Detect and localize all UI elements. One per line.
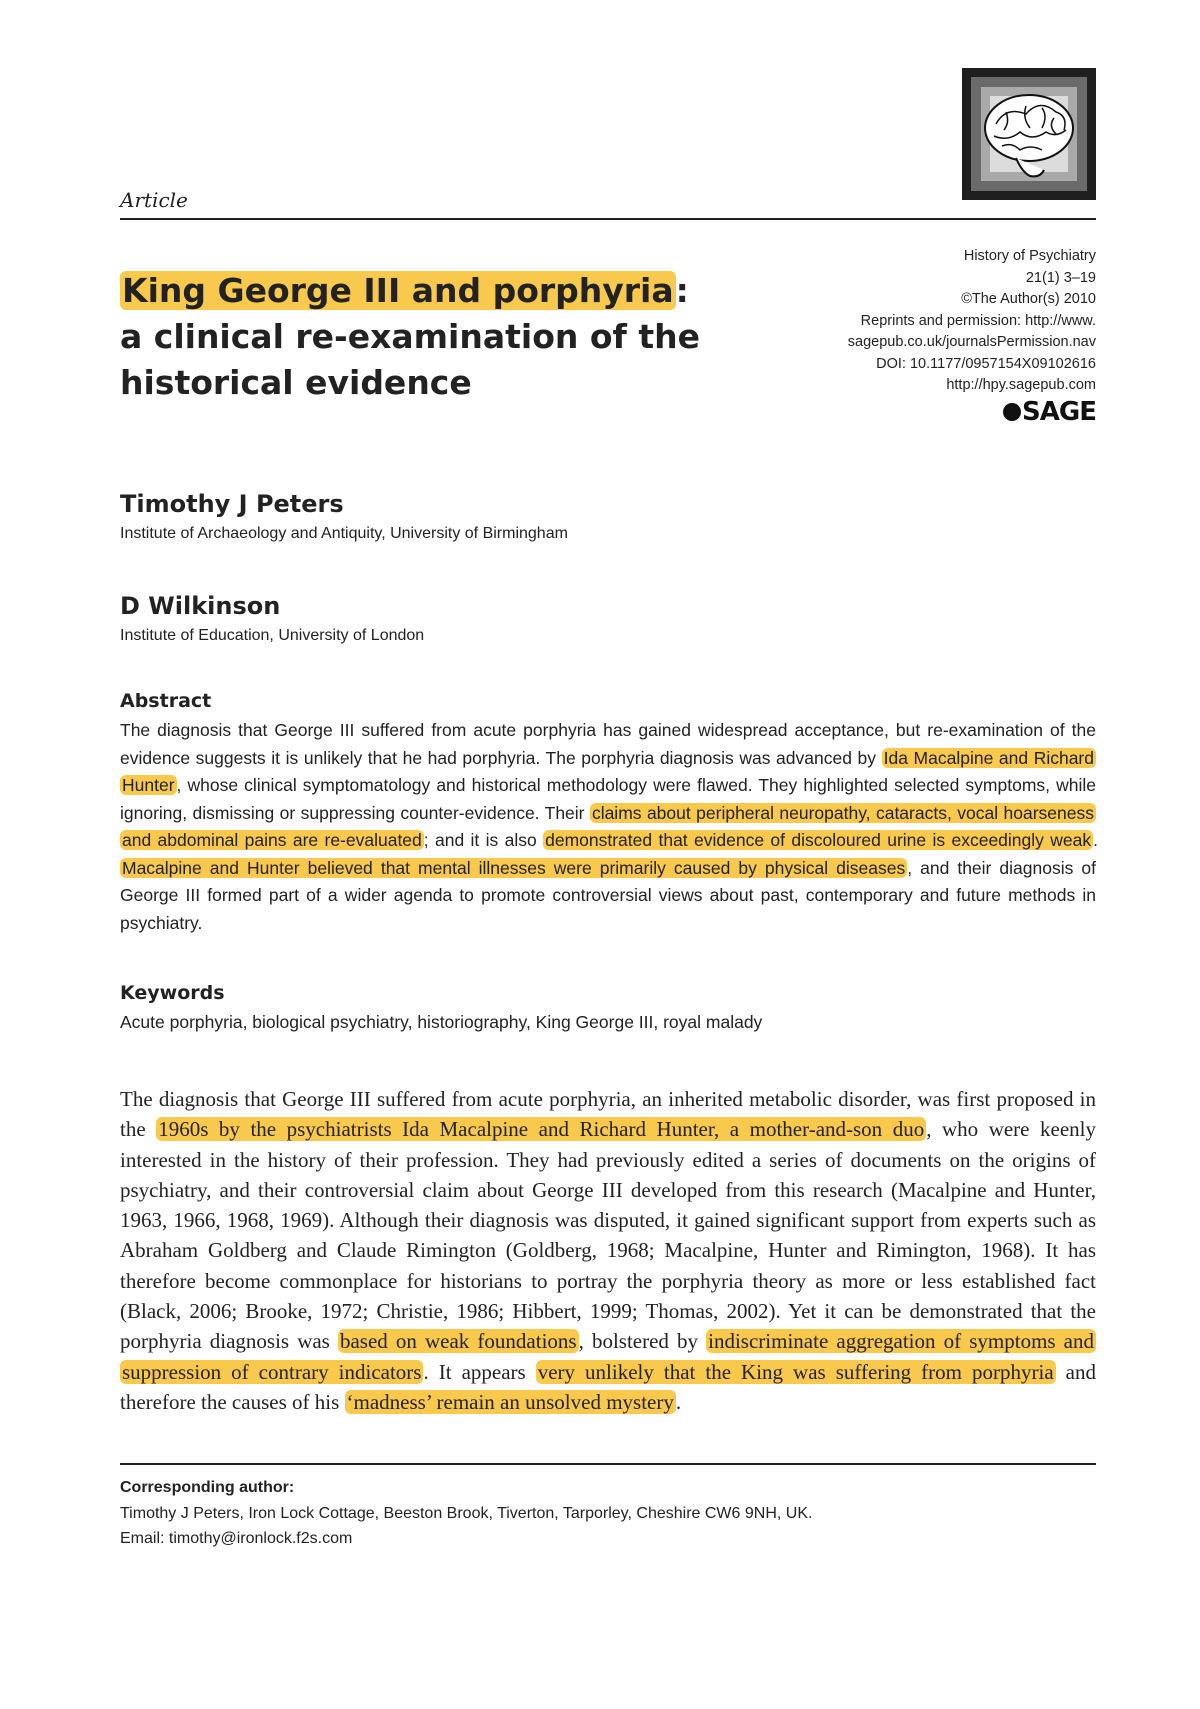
- journal-url[interactable]: http://hpy.sagepub.com: [946, 377, 1096, 393]
- body-highlight: based on weak foundations: [339, 1329, 577, 1354]
- publisher-name: SAGE: [1022, 397, 1096, 427]
- copyright: ©The Author(s) 2010: [961, 291, 1096, 307]
- volume-pages: 21(1) 3–19: [1025, 269, 1096, 286]
- header-rule: [120, 218, 1096, 220]
- keywords-list: Acute porphyria, biological psychiatry, historiography, King George III, royal malady: [120, 1012, 763, 1032]
- author-name-1: Timothy J Peters: [120, 490, 344, 518]
- author-name-2: D Wilkinson: [120, 592, 281, 620]
- abstract-highlight: Ida Macalpine and Richard Hunter: [122, 747, 1094, 795]
- article-type-label: Article: [120, 188, 188, 212]
- abstract-highlight: Macalpine and Hunter believed that mental illnesses were primarily caused by physical diseases: [122, 857, 906, 878]
- reprints-line-2[interactable]: sagepub.co.uk/journalsPermission.nav: [847, 334, 1096, 350]
- abstract-highlight: demonstrated that evidence of discoloured urine is exceedingly weak: [545, 830, 1092, 850]
- keywords-heading: Keywords: [120, 982, 225, 1004]
- corresponding-email[interactable]: Email: timothy@ironlock.f2s.com: [120, 1530, 353, 1547]
- corresponding-label: Corresponding author:: [120, 1479, 295, 1496]
- journal-logo: [962, 68, 1096, 200]
- reprints-line-1[interactable]: Reprints and permission: http://www.: [860, 312, 1096, 329]
- title-highlight: King George III and porphyria: [122, 271, 674, 310]
- body-paragraph: The diagnosis that George III suffered from acute porphyria, an inherited metabolic disorder, was first proposed in the 1960s by the psychiatrists Ida Macalpine and Richard Hunter, a mother-and-son duo, who were keenly interested in the history of their profession. They had previously edited a series of documents on the origins of psychiatry, and their controversial claim about George III developed from this research (Macalpine and Hunter, 1963, 1966, 1968, 1969). Although their diagnosis was disputed, it gained significant support from experts such as Abraham Goldberg and Claude Rimington (Goldberg, 1968; Macalpine, Hunter and Rimington, 1968). It has therefore become commonplace for historians to portray the porphyria theory as more or less established fact (Black, 2006; Brooke, 1972; Christie, 1986; Hibbert, 1999; Thomas, 2002). Yet it can be demonstrated that the porphyria diagnosis was based on weak foundations, bolstered by indiscriminate aggregation of symptoms and suppression of contrary indicators. It appears very unlikely that the King was suffering from porphyria and therefore the causes of his ‘madness’ remain an unsolved mystery.: [120, 1087, 1097, 1414]
- footer-rule: [120, 1463, 1096, 1465]
- title-rest: a clinical re-examination of the historical evidence: [120, 317, 701, 402]
- abstract-heading: Abstract: [120, 690, 212, 712]
- body-highlight: very unlikely that the King was suffering from porphyria: [537, 1359, 1054, 1384]
- abstract-highlight: claims about peripheral neuropathy, cataracts, vocal hoarseness and abdominal pains are re-evaluated: [122, 802, 1094, 850]
- body-highlight: 1960s by the psychiatrists Ida Macalpine and Richard Hunter, a mother-and-son duo: [158, 1117, 925, 1142]
- author-affiliation-2: Institute of Education, University of London: [120, 627, 425, 644]
- title-colon: :: [675, 271, 689, 310]
- author-affiliation-1: Institute of Archaeology and Antiquity, University of Birmingham: [120, 525, 568, 542]
- doi: DOI: 10.1177/0957154X09102616: [876, 355, 1096, 372]
- corresponding-author: [120, 1475, 812, 1552]
- journal-name: History of Psychiatry: [963, 248, 1096, 264]
- body-highlight: indiscriminate aggregation of symptoms and suppression of contrary indicators: [122, 1329, 1094, 1384]
- abstract-body: The diagnosis that George III suffered from acute porphyria has gained widespread acceptance, but re-examination of the evidence suggests it is unlikely that he had porphyria. The porphyria diagnosis was advanced by Ida Macalpine and Richard Hunter , whose clinical symptomatology and historical methodology were flawed. They highlighted selected symptoms, while ignoring, dismissing or suppressing counter-evidence. Their claims about peripheral neuropathy, cataracts, vocal hoarseness and abdominal pains are re-evaluated ; and it is also demonstrated that evidence of discoloured urine is exceedingly weak . Macalpine and Hunter believed that mental illnesses were primarily caused by physical diseases , and their diagnosis of George III formed part of a wider agenda to promote controversial views about past, contemporary and future methods in psychiatry.: [120, 720, 1098, 933]
- corresponding-address: Timothy J Peters, Iron Lock Cottage, Beeston Brook, Tiverton, Tarporley, Cheshire CW6 9NH, UK.: [120, 1504, 813, 1522]
- brain-icon: [976, 84, 1082, 184]
- publication-info: [796, 246, 1096, 397]
- body-highlight: ‘madness’ remain an unsolved mystery: [346, 1389, 674, 1414]
- sage-dot-icon: [1003, 403, 1021, 421]
- article-title: [120, 268, 720, 406]
- publisher-logo: [1003, 397, 1096, 427]
